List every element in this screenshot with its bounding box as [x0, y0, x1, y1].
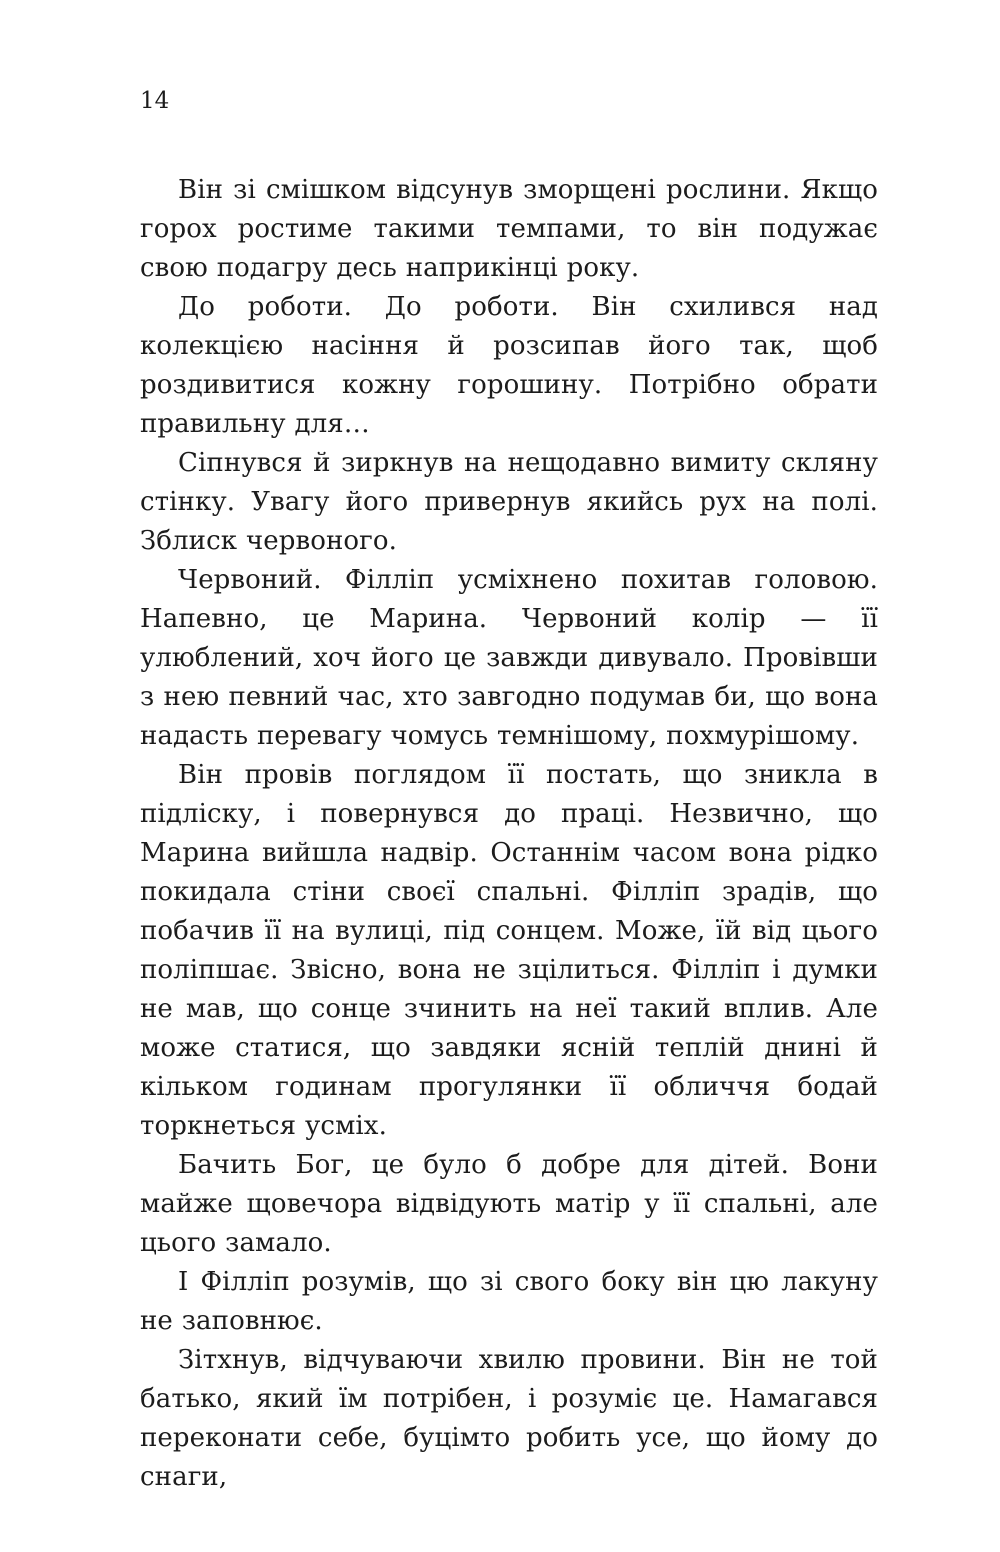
paragraph: Він зі смішком відсунув зморщені рослини. Якщо горох ростиме такими темпами, то він подужає свою подагру десь наприкінці року. [140, 175, 878, 283]
paragraph: І Філліп розумів, що зі свого боку він цю лакуну не заповнює. [140, 1267, 878, 1336]
paragraph: До роботи. До роботи. Він схилився над колекцією насіння й розсипав його так, щоб роздивитися кожну горошину. Потрібно обрати правильну для… [140, 292, 878, 439]
paragraph: Бачить Бог, це було б добре для дітей. Вони майже щовечора відвідують матір у її спальні, але цього замало. [140, 1150, 878, 1258]
page-number: 14 [140, 88, 170, 114]
paragraph: Він провів поглядом її постать, що зникла в підліску, і повернувся до праці. Незвично, що Марина вийшла надвір. Останнім часом вона рідко покидала стіни своєї спальні. Філліп зрадів, що побачив її на вулиці, під сонцем. Може, їй від цього поліпшає. Звісно, вона не зцілиться. Філліп і думки не мав, що сонце зчинить на неї такий вплив. Але може статися, що завдяки ясній теплій днині й кільком годинам прогулянки її обличчя бодай торкнеться усміх. [140, 760, 878, 1141]
paragraph: Зітхнув, відчуваючи хвилю провини. Він не той батько, який їм потрібен, і розуміє це. Намагався переконати себе, буцімто робить усе, що йому до снаги, [140, 1345, 878, 1492]
paragraph: Сіпнувся й зиркнув на нещодавно вимиту скляну стінку. Увагу його привернув якийсь рух на полі. Зблиск червоного. [140, 448, 878, 556]
paragraph: Червоний. Філліп усміхнено похитав головою. Напевно, це Марина. Червоний колір — її улюблений, хоч його це завжди дивувало. Провівши з нею певний час, хто завгодно подумав би, що вона надасть перевагу чомусь темнішому, похмурішому. [140, 565, 878, 751]
body-text [140, 171, 878, 1497]
